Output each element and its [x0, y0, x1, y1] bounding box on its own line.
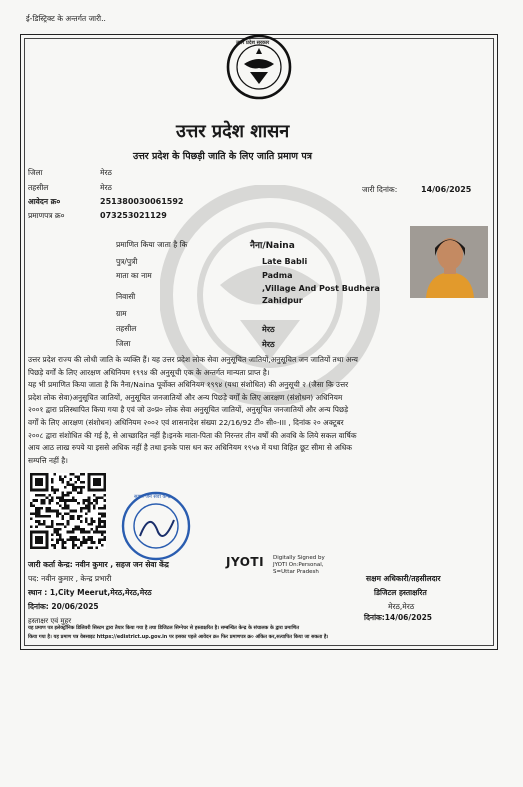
body-line: उत्तर प्रदेश राज्य की लोधी जाति के व्यक्ति हैं। यह उत्तर प्रदेश लोक सेवा अनुसूचित जातियों,अनुसूचित जन जातियों तथा अन्य [28, 355, 358, 364]
issue-date-value: 14/06/2025 [421, 185, 472, 194]
person-label-district: जिला [116, 339, 131, 348]
officer-digital: डिजिटल हस्ताक्षरित [374, 588, 427, 597]
issuer-center: जारी कर्ता केन्द्र: नवीन कुमार , सहज जन सेवा केंद्र [28, 560, 169, 569]
verification-qr-code [30, 473, 106, 549]
body-line: प्रदेश लोक सेवा)अनुसूचित जातियों, अनुसूचित जनजातियों और अन्य पिछड़े वर्गों के लिए आरक्षण (संशोधन) अधिनियम [28, 392, 343, 402]
person-value-name: नैना/Naina [250, 241, 295, 251]
certificate-body [28, 354, 488, 467]
footer-line-1: यह प्रमाण पत्र इलेक्ट्रॉनिक डिलिवरी सिस्टम द्वारा तैयार किया गया है तथा डिजिटल सिग्नेचर से हस्ताक्षरित है। सम्बन्धित केन्द्र के संचालक के द्वारा प्रमाणित [28, 625, 300, 631]
person-value-tehsil: मेरठ [262, 325, 275, 334]
body-line: पिछड़े वर्गों के लिए आरक्षण अधिनियम १९९४ की अनुसूची एक के अन्तर्गत मान्यता प्राप्त है। [28, 367, 270, 377]
stamp-text: सहज जन सेवा केन्द्र [134, 494, 171, 500]
body-line: सम्पत्ति नहीं है। [28, 455, 68, 465]
person-value-mother: Padma [262, 271, 293, 280]
issuer-sign-caption: हस्ताक्षर एवं मुहर [28, 617, 72, 625]
issuer-designation: पद: नवीन कुमार , केन्द्र प्रभारी [28, 574, 112, 583]
document-title: उत्तर प्रदेश शासन [176, 121, 290, 142]
center-stamp [120, 490, 192, 562]
field-label-district: जिला [28, 168, 43, 177]
person-value-address-2: Zahidpur [262, 296, 303, 305]
officer-place: मेरठ,मेरठ [388, 602, 415, 611]
field-label-certificate-no: प्रमाणपत्र क्र० [28, 211, 65, 220]
document-subtitle: उत्तर प्रदेश के पिछड़ी जाति के लिए जाति प्रमाण पत्र [133, 151, 312, 162]
field-label-application-no: आवेदन क्र० [28, 197, 61, 206]
person-value-district: मेरठ [262, 340, 275, 349]
body-line: आय आठ लाख रुपये या इससे अधिक नहीं है तथा इनके पास धन कर अधिनियम १९५७ में यथा विहित छूट सीमा से अधिक [28, 443, 352, 453]
officer-date: दिनांक:14/06/2025 [364, 613, 433, 622]
field-value-district: मेरठ [100, 168, 112, 177]
person-value-address: ,Village And Post Budhera [262, 284, 380, 293]
digital-sign-line2: JYOTI On:Personal, [273, 562, 324, 568]
digital-sign-line3: S=Uttar Pradesh [273, 569, 319, 575]
person-label-village: ग्राम [116, 309, 127, 318]
person-label-tehsil: तहसील [116, 324, 137, 333]
field-value-certificate-no: 073253021129 [100, 211, 167, 220]
emblem-caption: उत्तर प्रदेश सरकार [236, 40, 270, 46]
digital-sign-name: JYOTI [226, 555, 265, 569]
person-label-mother: माता का नाम [116, 271, 152, 280]
applicant-photo [410, 226, 488, 298]
footer-line-2: किया गया है। यह प्रमाण पत्र वेबसाइट https://edistrict.up.gov.in पर इसका पहले आवेदन क्र० फिर प्रमाणपत्र क्र० अंकित कर,सत्यापित किया जा सकता है। [28, 634, 329, 640]
officer-title: सक्षम अधिकारी/तहसीलदार [366, 574, 441, 583]
body-line: यह भी प्रमाणित किया जाता है कि नैना/Naina पूर्वोक्त अधिनियम १९९४ (यथा संशोधित) की अनुसूची २ (जैसा कि उत्तर [28, 380, 349, 390]
person-label-certified: प्रमाणित किया जाता है कि [116, 240, 188, 249]
body-line: २००१ द्वारा प्रतिस्थापित किया गया है एवं जो उ०प्र० लोक सेवा अनुसूचित जातियों, अनुसूचित जनजातियों और अन्य पिछड़े [28, 405, 349, 415]
field-value-tehsil: मेरठ [100, 183, 112, 192]
person-label-resident: निवासी [116, 292, 136, 301]
issue-date-label: जारी दिनांक: [362, 185, 398, 194]
body-line: वर्गों के लिए आरक्षण (संशोधन) अधिनियम २००२ एवं शासनादेश संख्या 22/16/92 टी० सी०-III , दिनांक २० अक्टूबर [28, 417, 344, 427]
field-value-application-no: 251380030061592 [100, 197, 184, 206]
field-label-tehsil: तहसील [28, 183, 49, 192]
body-line: २००८ द्वारा संशोधित की गई है, से आच्छादित नहीं है।इनके माता-पिता की निरन्तर तीन वर्षों की अवधि के लिये सकल वार्षिक [28, 430, 357, 440]
issuer-location: स्थान : 1,City Meerut,मेरठ,मेरठ,मेरठ [28, 588, 152, 597]
digital-sign-line1: Digitally Signed by [273, 555, 325, 561]
issuer-date: दिनांक: 20/06/2025 [28, 602, 99, 611]
header-note: ई-डिस्ट्रिक्ट के अन्तर्गत जारी.. [26, 14, 106, 23]
person-label-relation: पुत्र/पुत्री [116, 257, 138, 266]
person-value-parent: Late Babli [262, 257, 308, 266]
